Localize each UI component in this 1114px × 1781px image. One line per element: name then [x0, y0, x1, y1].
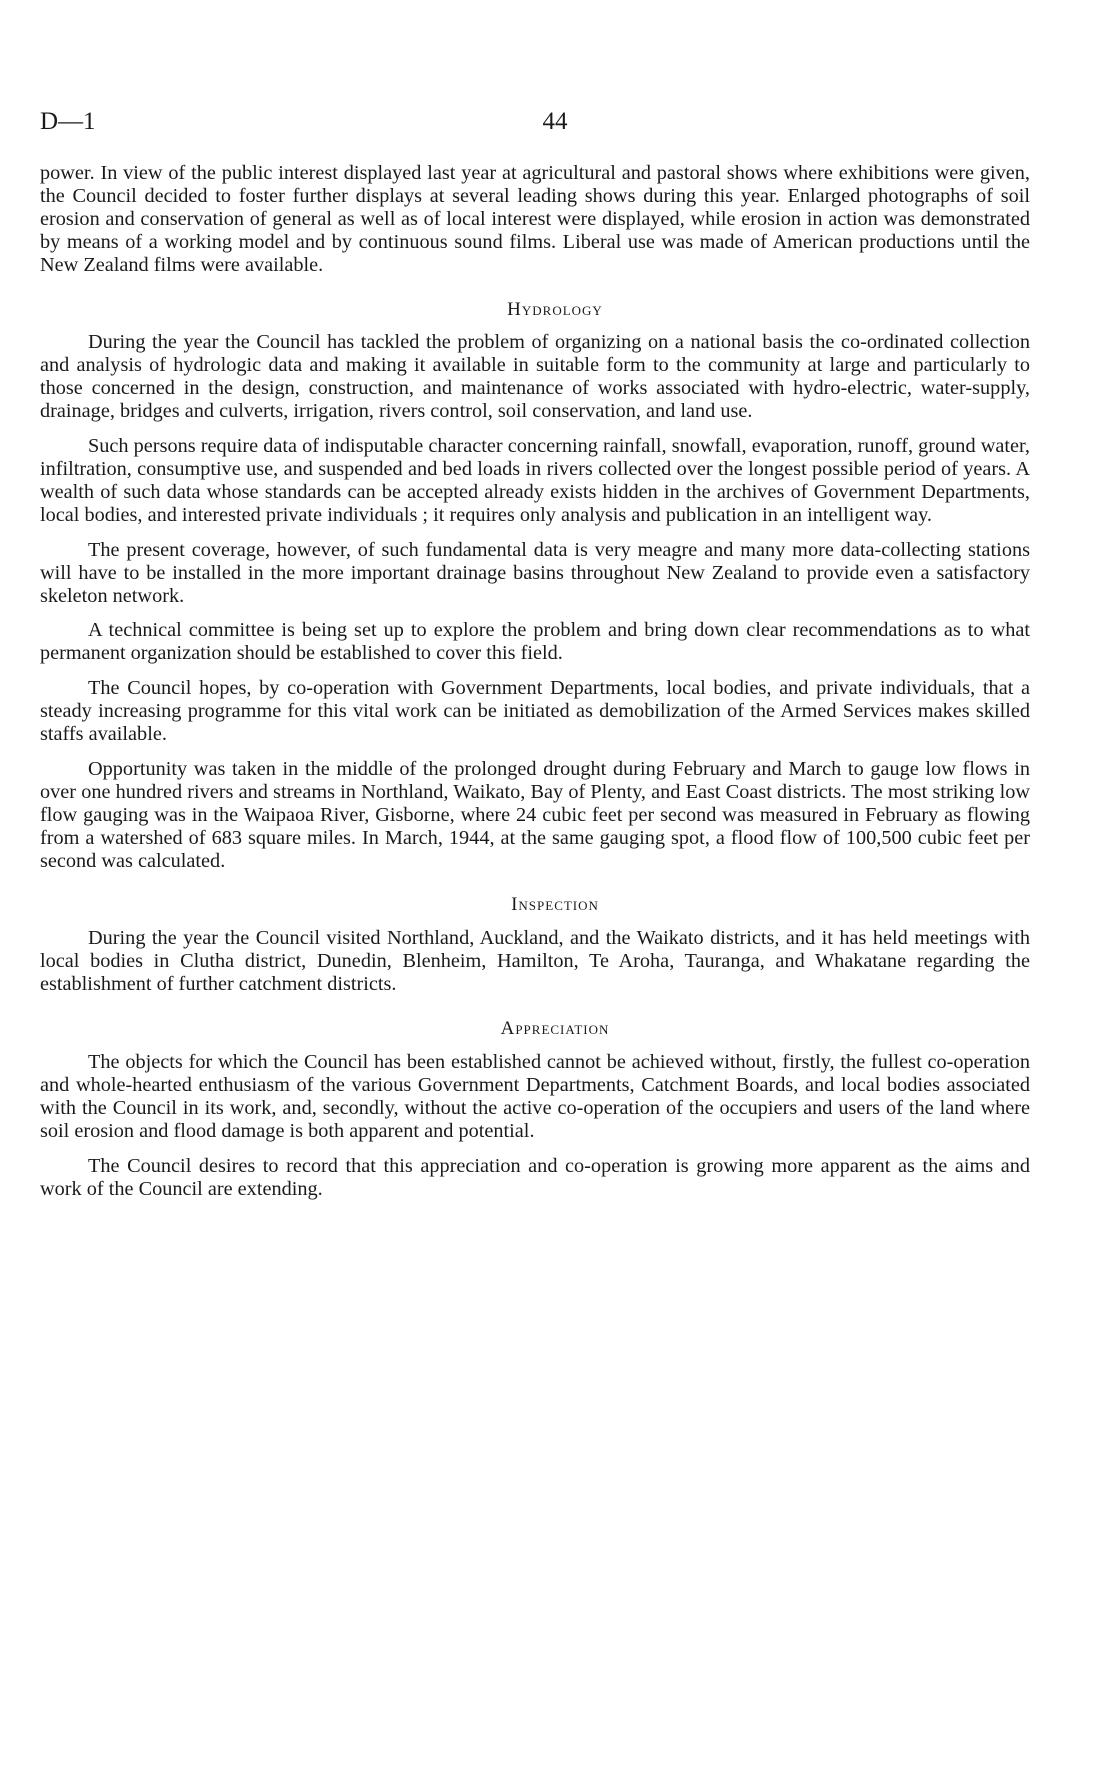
hydrology-paragraph-4: A technical committee is being set up to explore the problem and bring down clear recommendations as to what permanent organization should be established to cover this field. — [40, 619, 1030, 665]
appreciation-paragraph-1: The objects for which the Council has been established cannot be achieved without, firstly, the fullest co-operation and whole-hearted enthusiasm of the various Government Departments, Catchment Boards, and local bodies associated with the Council in its work, and, secondly, without the active co-operation of the occupiers and users of the land where soil erosion and flood damage is both apparent and potential. — [40, 1051, 1030, 1142]
section-heading-appreciation: Appreciation — [500, 1018, 610, 1040]
document-body — [40, 162, 1030, 1200]
hydrology-paragraph-2: Such persons require data of indisputable character concerning rainfall, snowfall, evaporation, runoff, ground water, infiltration, consumptive use, and suspended and bed loads in rivers collected over the longest possible period of years. A wealth of such data whose standards can be accepted already exists hidden in the archives of Government Departments, local bodies, and interested private individuals ; it requires only analysis and publication in an intelligent way. — [40, 435, 1030, 526]
document-reference: D—1 — [40, 108, 96, 135]
section-heading-hydrology: Hydrology — [507, 298, 603, 320]
section-heading-inspection: Inspection — [511, 894, 599, 916]
intro-paragraph: power. In view of the public interest displayed last year at agricultural and pastoral shows where exhibitions were given, the Council decided to foster further displays at several leading shows during this year. Enlarged photographs of soil erosion and conservation of general as well as of local interest were displayed, while erosion in action was demonstrated by means of a working model and by continuous sound films. Liberal use was made of American productions until the New Zealand films were available. — [40, 162, 1030, 276]
hydrology-paragraph-1: During the year the Council has tackled the problem of organizing on a national basis the co-ordinated collection and analysis of hydrologic data and making it available in suitable form to the community at large and particularly to those concerned in the design, construction, and maintenance of works associated with hydro-electric, water-supply, drainage, bridges and culverts, irrigation, rivers control, soil conservation, and land use. — [40, 331, 1030, 423]
document-page — [40, 108, 1030, 1200]
hydrology-paragraph-5: The Council hopes, by co-operation with Government Departments, local bodies, and private individuals, that a steady increasing programme for this vital work can be initiated as demobilization of the Armed Services makes skilled staffs available. — [40, 677, 1030, 746]
hydrology-paragraph-3: The present coverage, however, of such fundamental data is very meagre and many more data-collecting stations will have to be installed in the more important drainage basins throughout New Zealand to provide even a satisfactory skeleton network. — [40, 538, 1030, 607]
page-number: 44 — [542, 108, 568, 135]
hydrology-paragraph-6: Opportunity was taken in the middle of the prolonged drought during February and March to gauge low flows in over one hundred rivers and streams in Northland, Waikato, Bay of Plenty, and East Coast districts. The most striking low flow gauging was in the Waipaoa River, Gisborne, where 24 cubic feet per second was measured in February as flowing from a watershed of 683 square miles. In March, 1944, at the same gauging spot, a flood flow of 100,500 cubic feet per second was calculated. — [40, 757, 1030, 872]
page-header — [40, 108, 1030, 148]
appreciation-paragraph-2: The Council desires to record that this appreciation and co-operation is growing more apparent as the aims and work of the Council are extending. — [40, 1154, 1030, 1200]
inspection-paragraph-1: During the year the Council visited Northland, Auckland, and the Waikato districts, and it has held meetings with local bodies in Clutha district, Dunedin, Blenheim, Hamilton, Te Aroha, Tauranga, and Whakatane regarding the establishment of further catchment districts. — [40, 927, 1030, 996]
